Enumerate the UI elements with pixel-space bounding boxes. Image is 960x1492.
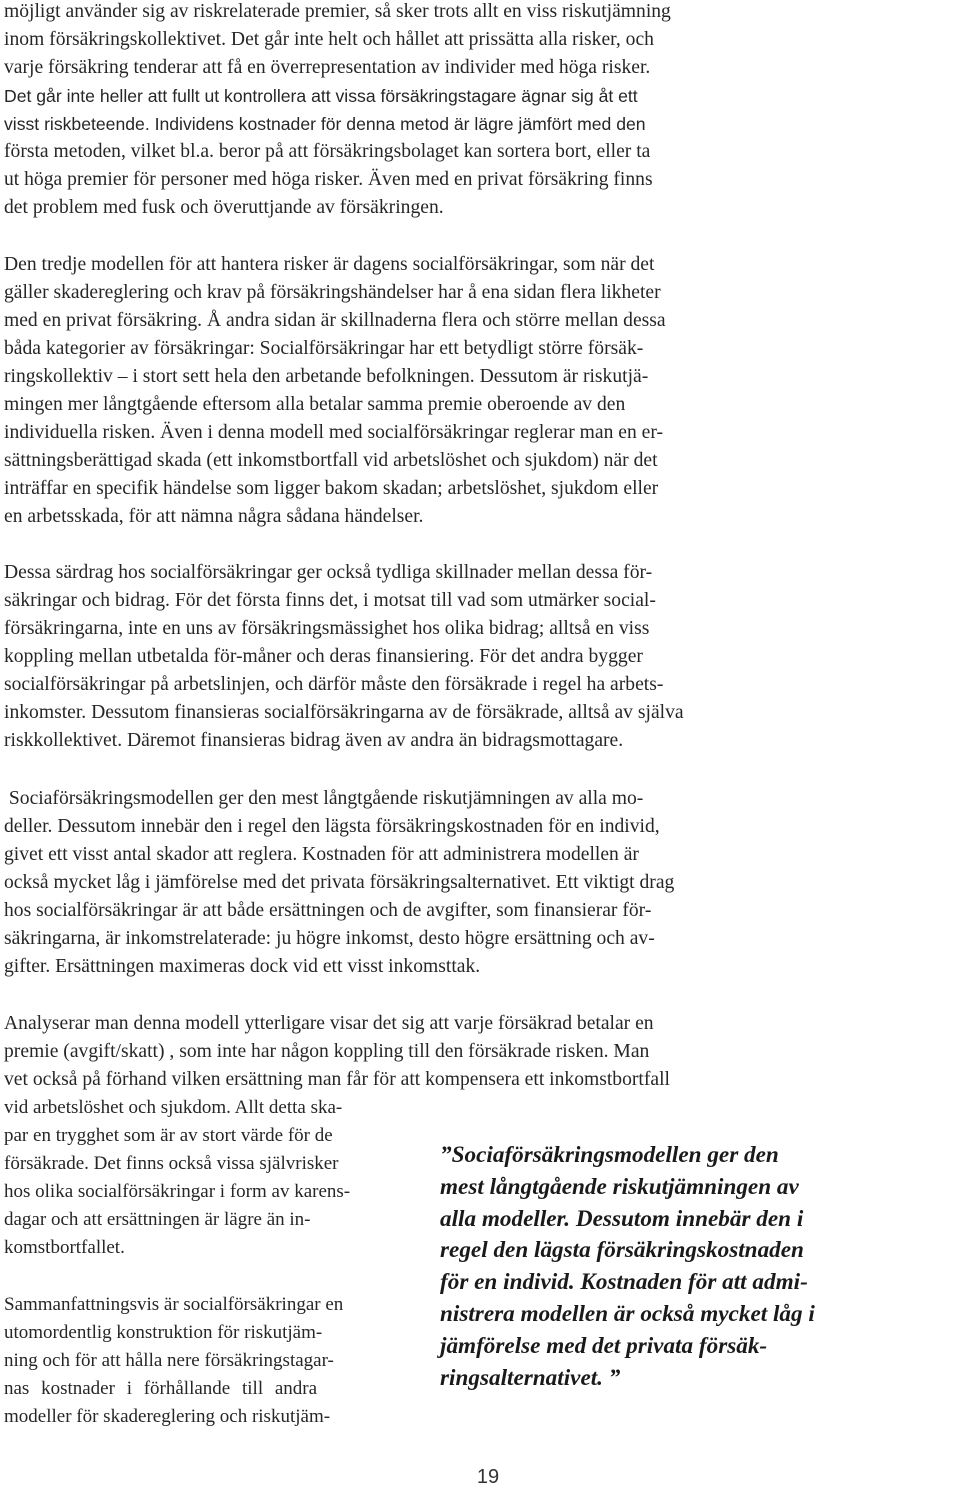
text-line: premie (avgift/skatt) , som inte har någon koppling till den försäkrade risken. Man: [4, 1041, 650, 1062]
text-line: varje försäkring tenderar att få en överrepresentation av individer med höga risker.: [4, 57, 651, 78]
text-line: ringskollektiv – i stort sett hela den arbetande befolkningen. Dessutom är riskutjä-: [4, 366, 649, 387]
page-number: 19: [476, 1466, 500, 1488]
text-line: socialförsäkringar på arbetslinjen, och därför måste den försäkrade i regel ha arbets-: [4, 674, 664, 695]
pull-quote-line: regel den lägsta försäkringskostnaden: [440, 1237, 804, 1264]
text-line: försäkringarna, inte en uns av försäkringsmässighet hos olika bidrag; alltså en viss: [4, 618, 650, 639]
text-line: Sociaförsäkringsmodellen ger den mest långtgående riskutjämningen av alla mo-: [4, 788, 644, 809]
text-line: givet ett visst antal skador att reglera. Kostnaden för att administrera modellen är: [4, 844, 639, 865]
text-line: mingen mer långtgående eftersom alla betalar samma premie oberoende av den: [4, 394, 626, 415]
text-line: vet också på förhand vilken ersättning man får för att kompensera ett inkomstbortfall: [4, 1069, 670, 1090]
text-line: säkringar och bidrag. För det första finns det, i motsat till vad som utmärker social-: [4, 590, 656, 611]
text-line: försäkrade. Det finns också vissa självrisker: [4, 1153, 339, 1174]
text-line: med en privat försäkring. Å andra sidan är skillnaderna flera och större mellan dessa: [4, 310, 666, 331]
text-line: möjligt använder sig av riskrelaterade premier, så sker trots allt en viss riskutjämning: [4, 1, 671, 22]
text-line: inkomster. Dessutom finansieras socialförsäkringarna av de försäkrade, alltså av själva: [4, 702, 684, 723]
text-line: sättningsberättigad skada (ett inkomstbortfall vid arbetslöshet och sjukdom) när det: [4, 450, 658, 471]
text-line: ning och för att hålla nere försäkringstagar-: [4, 1350, 334, 1371]
text-line: individuella risken. Även i denna modell med socialförsäkringar reglerar man en er-: [4, 422, 664, 443]
text-line: dagar och att ersättningen är lägre än in-: [4, 1209, 311, 1230]
pull-quote-line: nistrera modellen är också mycket låg i: [440, 1300, 815, 1327]
text-line: Analyserar man denna modell ytterligare visar det sig att varje försäkrad betalar en: [4, 1013, 654, 1034]
text-line: gäller skadereglering och krav på försäkringshändelser har å ena sidan flera likheter: [4, 282, 661, 303]
text-line: deller. Dessutom innebär den i regel den lägsta försäkringskostnaden för en individ,: [4, 816, 660, 837]
text-line: inträffar en specifik händelse som ligger bakom skadan; arbetslöshet, sjukdom eller: [4, 478, 659, 499]
text-line: Den tredje modellen för att hantera risker är dagens socialförsäkringar, som när det: [4, 254, 655, 275]
text-line: Det går inte heller att fullt ut kontrollera att vissa försäkringstagare ägnar sig åt ett: [4, 86, 638, 106]
text-line: hos olika socialförsäkringar i form av karens-: [4, 1181, 351, 1202]
pull-quote-line: alla modeller. Dessutom innebär den i: [440, 1205, 804, 1232]
text-line: Dessa särdrag hos socialförsäkringar ger också tydliga skillnader mellan dessa för-: [4, 562, 653, 583]
pull-quote: [440, 1140, 960, 1394]
text-line: komstbortfallet.: [4, 1237, 125, 1258]
pull-quote-line: mest långtgående riskutjämningen av: [440, 1173, 799, 1200]
text-line: båda kategorier av försäkringar: Socialförsäkringar har ett betydligt större försäk-: [4, 338, 644, 359]
pull-quote-line: ”Sociaförsäkringsmodellen ger den: [440, 1142, 779, 1168]
text-line: riskkollektivet. Däremot finansieras bidrag även av andra än bidragsmottagare.: [4, 730, 624, 751]
text-line: ut höga premier för personer med höga risker. Även med en privat försäkring finns: [4, 169, 653, 190]
text-line: vid arbetslöshet och sjukdom. Allt detta ska-: [4, 1097, 343, 1118]
text-line: nas kostnader i förhållande till andra: [4, 1378, 318, 1399]
text-line: inom försäkringskollektivet. Det går inte helt och hållet att prissätta alla risker, och: [4, 29, 654, 50]
text-line: det problem med fusk och överuttjande av försäkringen.: [4, 197, 444, 218]
text-line: par en trygghet som är av stort värde för de: [4, 1125, 333, 1146]
text-line: första metoden, vilket bl.a. beror på att försäkringsbolaget kan sortera bort, eller ta: [4, 141, 651, 162]
text-line: modeller för skadereglering och riskutjäm-: [4, 1406, 331, 1427]
text-line: en arbetsskada, för att nämna några sådana händelser.: [4, 506, 424, 527]
pull-quote-line: jämförelse med det privata försäk-: [440, 1332, 768, 1359]
text-line: utomordentlig konstruktion för riskutjäm-: [4, 1322, 323, 1343]
text-line: hos socialförsäkringar är att både ersättningen och de avgifter, som finansierar för-: [4, 900, 652, 921]
text-line: visst riskbeteende. Individens kostnader för denna metod är lägre jämfört med den: [4, 114, 646, 134]
pull-quote-line: för en individ. Kostnaden för att admi-: [440, 1269, 808, 1296]
text-line: säkringarna, är inkomstrelaterade: ju högre inkomst, desto högre ersättning och av-: [4, 928, 655, 949]
text-line: gifter. Ersättningen maximeras dock vid ett visst inkomsttak.: [4, 956, 481, 977]
text-line: koppling mellan utbetalda för-måner och deras finansiering. För det andra bygger: [4, 646, 643, 667]
text-line: också mycket låg i jämförelse med det privata försäkringsalternativet. Ett viktigt drag: [4, 872, 675, 893]
text-line: Sammanfattningsvis är socialförsäkringar en: [4, 1294, 344, 1315]
pull-quote-line: ringsalternativet. ”: [440, 1364, 621, 1391]
